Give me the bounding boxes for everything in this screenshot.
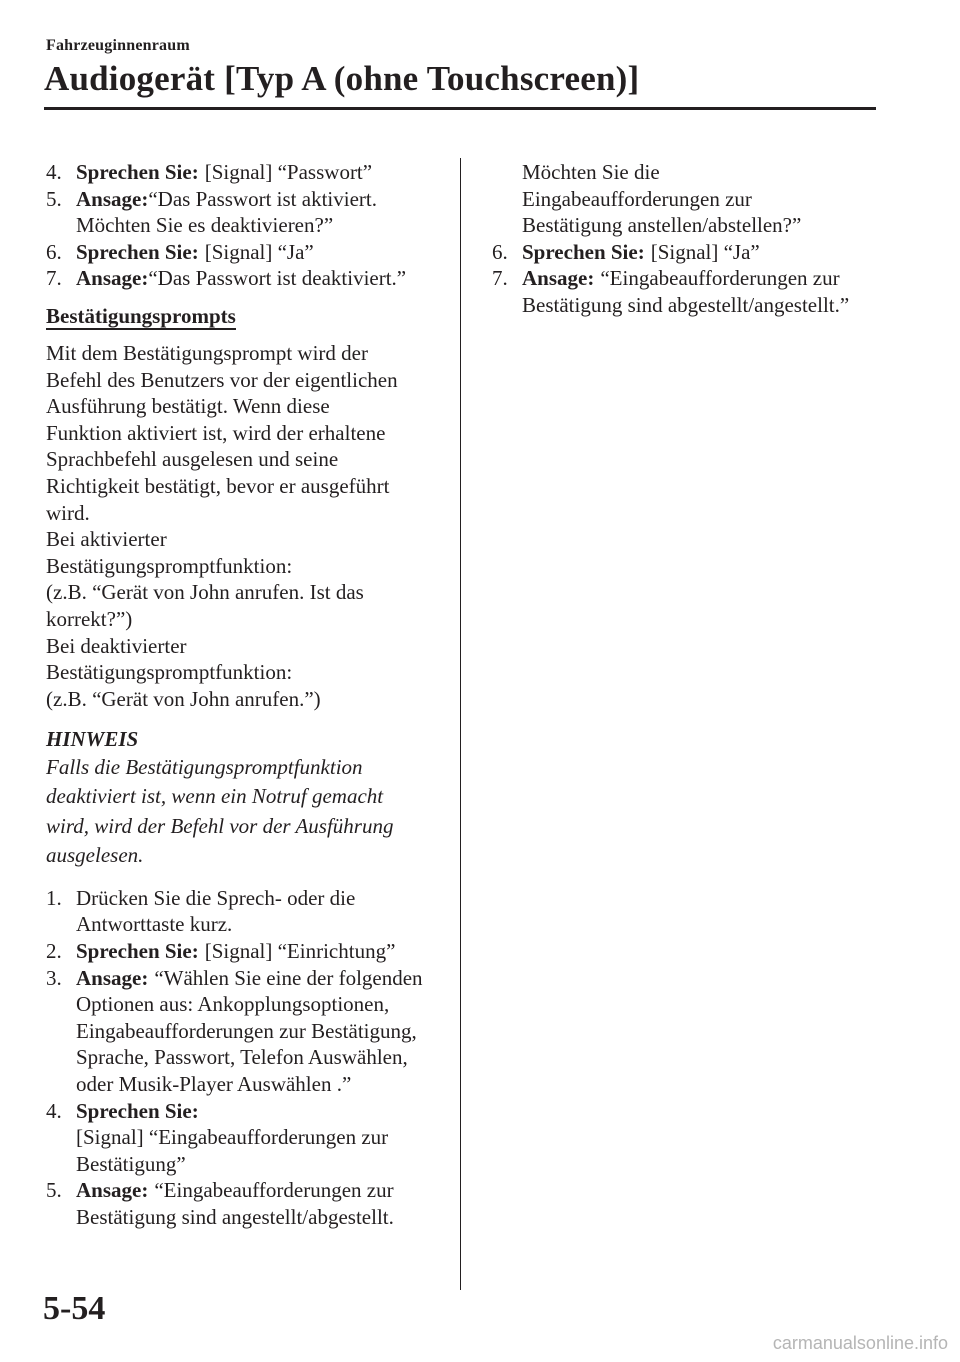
note-line: ausgelesen.: [46, 843, 144, 868]
column-divider: [460, 158, 461, 1290]
note-line: deaktiviert ist, wenn ein Notruf gemacht: [46, 784, 384, 809]
step-number: 6.: [492, 239, 508, 264]
step-number: 6.: [46, 239, 62, 264]
step-label: Sprechen Sie:: [76, 160, 199, 184]
body-line: Richtigkeit bestätigt, bevor er ausgeführt: [46, 473, 390, 498]
watermark: carmanualsonline.info: [772, 1333, 948, 1353]
step-item: [492, 265, 882, 318]
page-title: Audiogerät [Typ A (ohne Touchscreen)]: [44, 59, 640, 98]
step-label: Ansage:: [76, 1178, 149, 1203]
body-line: Sprachbefehl ausgelesen und seine: [46, 447, 339, 472]
right-column: [492, 159, 882, 319]
step-number: 4.: [46, 1098, 62, 1123]
step-text: “Wählen Sie eine der folgenden Optionen aus: Ankopplungsoptionen, Eingabeaufforderungen zur Bestätigung, Sprache, Passwort, Telefon Auswählen, oder Musik-Player Auswählen .”: [76, 965, 423, 1097]
step-text: [Signal] “Passwort”: [204, 160, 373, 184]
step-number: 5.: [46, 186, 62, 211]
step-text: [Signal] “Eingabeaufforderungen zur Bestätigung”: [76, 1125, 389, 1176]
body-line: Befehl des Benutzers vor der eigentlichen: [46, 367, 398, 392]
body-line: (z.B. “Gerät von John anrufen.”): [46, 686, 321, 711]
steps-list: [46, 885, 444, 1231]
continuation-text: [492, 159, 882, 239]
note-line: Falls die Bestätigungspromptfunktion: [46, 754, 363, 779]
header-section-label: Fahrzeuginnenraum: [46, 37, 190, 54]
body-line: Bei deaktivierter: [46, 633, 187, 658]
step-number: 4.: [46, 160, 62, 184]
body-line: Bestätigungspromptfunktion:: [46, 660, 293, 685]
body-line: Ausführung bestätigt. Wenn diese: [46, 394, 330, 419]
step-number: 7.: [46, 266, 62, 291]
step-number: 1.: [46, 885, 62, 910]
step-text: [Signal] “Ja”: [204, 239, 314, 264]
page-number: 5-54: [43, 1290, 106, 1327]
note-heading: HINWEIS: [46, 727, 139, 752]
note-line: wird, wird der Befehl vor der Ausführung: [46, 813, 394, 838]
step-text: “Das Passwort ist aktiviert. Möchten Sie es deaktivieren?”: [76, 186, 377, 238]
step-number: 7.: [492, 266, 508, 291]
step-item: [46, 1098, 444, 1178]
step-item: [46, 239, 444, 266]
body-line: (z.B. “Gerät von John anrufen. Ist das: [46, 580, 364, 605]
step-label: Sprechen Sie:: [76, 939, 199, 964]
step-label: Sprechen Sie:: [76, 1098, 199, 1123]
step-item: [46, 186, 444, 239]
body-line: Bestätigungspromptfunktion:: [46, 553, 293, 578]
section-heading: Bestätigungsprompts: [46, 303, 236, 328]
step-text: Drücken Sie die Sprech- oder die Antworttaste kurz.: [76, 885, 356, 937]
step-item: [492, 239, 882, 266]
header-rule: [44, 107, 876, 110]
continuation-line: Möchten Sie die: [522, 160, 660, 184]
continuation-line: Eingabeaufforderungen zur: [522, 186, 752, 211]
body-line: korrekt?”): [46, 606, 133, 631]
step-label: Ansage:: [76, 186, 149, 211]
step-label: Ansage:: [522, 266, 595, 291]
step-item: [46, 1177, 444, 1230]
note-block: [46, 726, 444, 871]
body-line: Mit dem Bestätigungsprompt wird der: [46, 340, 368, 365]
step-text: [Signal] “Einrichtung”: [204, 939, 396, 964]
step-label: Ansage:: [76, 965, 149, 990]
step-item: [46, 885, 444, 938]
step-text: “Das Passwort ist deaktiviert.”: [148, 266, 407, 291]
step-label: Sprechen Sie:: [76, 239, 199, 264]
step-number: 5.: [46, 1178, 62, 1203]
step-text: [Signal] “Ja”: [650, 239, 760, 264]
step-number: 3.: [46, 965, 62, 990]
step-text: “Eingabeaufforderungen zur Bestätigung sind abgestellt/angestellt.”: [522, 266, 850, 317]
step-item: [46, 965, 444, 1098]
step-item: [46, 265, 444, 292]
step-text: “Eingabeaufforderungen zur Bestätigung sind angestellt/abgestellt.: [76, 1178, 394, 1229]
step-label: Sprechen Sie:: [522, 239, 645, 264]
body-paragraph: [46, 340, 444, 712]
step-number: 2.: [46, 939, 62, 964]
continuation-line: Bestätigung anstellen/abstellen?”: [522, 213, 802, 238]
step-item: [46, 938, 444, 965]
left-column: [46, 159, 444, 1231]
step-label: Ansage:: [76, 266, 149, 291]
body-line: Bei aktivierter: [46, 527, 167, 552]
body-line: wird.: [46, 500, 90, 525]
step-item: [46, 159, 444, 186]
body-line: Funktion aktiviert ist, wird der erhaltene: [46, 420, 386, 445]
